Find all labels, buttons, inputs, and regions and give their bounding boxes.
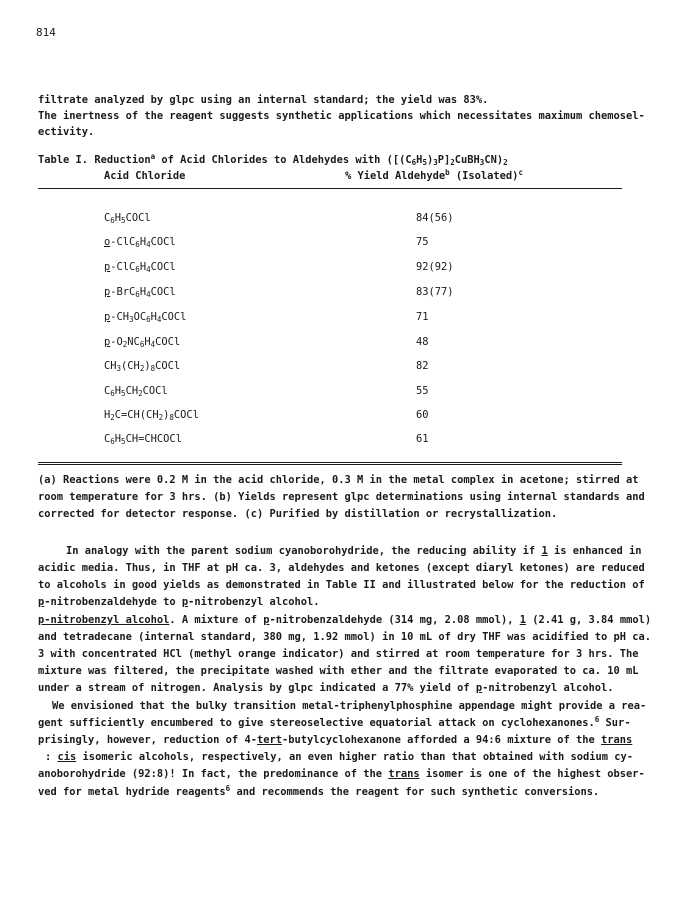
text-line: We envisioned that the bulky transition metal-triphenylphosphine appendage might provide a rea- xyxy=(52,700,647,712)
column-header-yield: % Yield Aldehyde$^b$ (Isolated)$^c$ xyxy=(345,168,523,182)
text-line: : cis isomeric alcohols, respectively, an even higher ratio than that obtained with sodium cy- xyxy=(45,751,634,763)
text-line: ectivity. xyxy=(38,126,95,138)
text-line: under a stream of nitrogen. Analysis by glpc indicated a 77% yield of p-nitrobenzyl alcohol. xyxy=(38,682,614,694)
reagent-formula: $([(C_6H_5)_3P]_2CuBH_3CN)_2$ xyxy=(386,154,508,167)
footnote-line: room temperature for 3 hrs. (b) Yields represent glpc determinations using internal standards and xyxy=(38,491,645,503)
footnote-line: (a) Reactions were 0.2 M in the acid chloride, 0.3 M in the metal complex in acetone; stirred at xyxy=(38,474,639,486)
text-line: In analogy with the parent sodium cyanoborohydride, the reducing ability if 1 is enhanced in xyxy=(66,545,642,557)
text-line: 3 with concentrated HCl (methyl orange indicator) and stirred at room temperature for 3 hrs. The xyxy=(38,648,639,660)
table-caption: Table I. Reduction$^a$ of Acid Chlorides to Aldehydes with $([(C_6H_5)_3P]_2CuBH_3CN)_2$ xyxy=(38,152,508,167)
table-row-yield: 48 xyxy=(416,336,429,348)
table-row-formula: $p-O_2NC_6H_4COCl$ xyxy=(104,336,181,349)
text-line: p-nitrobenzaldehyde to p-nitrobenzyl alcohol. xyxy=(38,596,320,608)
text-line: ved for metal hydride reagents$^6$ and recommends the reagent for such synthetic conversions. xyxy=(38,784,600,798)
table-row-yield: 75 xyxy=(416,236,429,248)
page-number: 814 xyxy=(36,26,56,39)
table-top-rule xyxy=(38,188,622,189)
column-header-acid-chloride: Acid Chloride xyxy=(104,170,186,182)
table-row-formula: $CH_3(CH_2)_8COCl$ xyxy=(104,360,181,373)
table-row-yield: 82 xyxy=(416,360,429,372)
table-bottom-rule xyxy=(38,462,622,465)
table-row-yield: 71 xyxy=(416,311,429,323)
table-row-formula: $p-ClC_6H_4COCl$ xyxy=(104,261,176,274)
footnote-line: corrected for detector response. (c) Purified by distillation or recrystallization. xyxy=(38,508,558,520)
text-line: p-nitrobenzyl alcohol. A mixture of p-nitrobenzaldehyde (314 mg, 2.08 mmol), 1 (2.41 g, 3.84 mmol) xyxy=(38,614,652,626)
table-row-formula: $p-CH_3OC_6H_4COCl$ xyxy=(104,311,187,324)
table-row-yield: 92(92) xyxy=(416,261,454,273)
text-line: filtrate analyzed by glpc using an internal standard; the yield was 83%. xyxy=(38,94,489,106)
table-row-formula: $C_6H_5CH=CHCOCl$ xyxy=(104,433,182,446)
text-line: prisingly, however, reduction of 4-tert-butylcyclohexanone afforded a 94:6 mixture of the trans xyxy=(38,734,633,746)
table-row-yield: 83(77) xyxy=(416,286,454,298)
table-row-yield: 55 xyxy=(416,385,429,397)
table-row-formula: $C_6H_5COCl$ xyxy=(104,212,151,225)
text-line: anoborohydride (92:8)! In fact, the predominance of the trans isomer is one of the highest obser- xyxy=(38,768,645,780)
table-row-yield: 61 xyxy=(416,433,429,445)
table-row-yield: 60 xyxy=(416,409,429,421)
table-row-yield: 84(56) xyxy=(416,212,454,224)
text-line: and tetradecane (internal standard, 380 mg, 1.92 mmol) in 10 mL of dry THF was acidified to pH ca. xyxy=(38,631,652,643)
text-line: acidic media. Thus, in THF at pH ca. 3, aldehydes and ketones (except diaryl ketones) are reduced xyxy=(38,562,645,574)
table-row-formula: $H_2C=CH(CH_2)_8COCl$ xyxy=(104,409,199,422)
text-line: gent sufficiently encumbered to give stereoselective equatorial attack on cyclohexanones.$^6$ Sur- xyxy=(38,715,631,729)
table-row-formula: $o-ClC_6H_4COCl$ xyxy=(104,236,176,249)
table-row-formula: $p-BrC_6H_4COCl$ xyxy=(104,286,176,299)
text-line: The inertness of the reagent suggests synthetic applications which necessitates maximum chemosel- xyxy=(38,110,645,122)
text-line: mixture was filtered, the precipitate washed with ether and the filtrate evaporated to ca. 10 mL xyxy=(38,665,639,677)
text-line: to alcohols in good yields as demonstrated in Table II and illustrated below for the reduction of xyxy=(38,579,645,591)
table-row-formula: $C_6H_5CH_2COCl$ xyxy=(104,385,168,398)
